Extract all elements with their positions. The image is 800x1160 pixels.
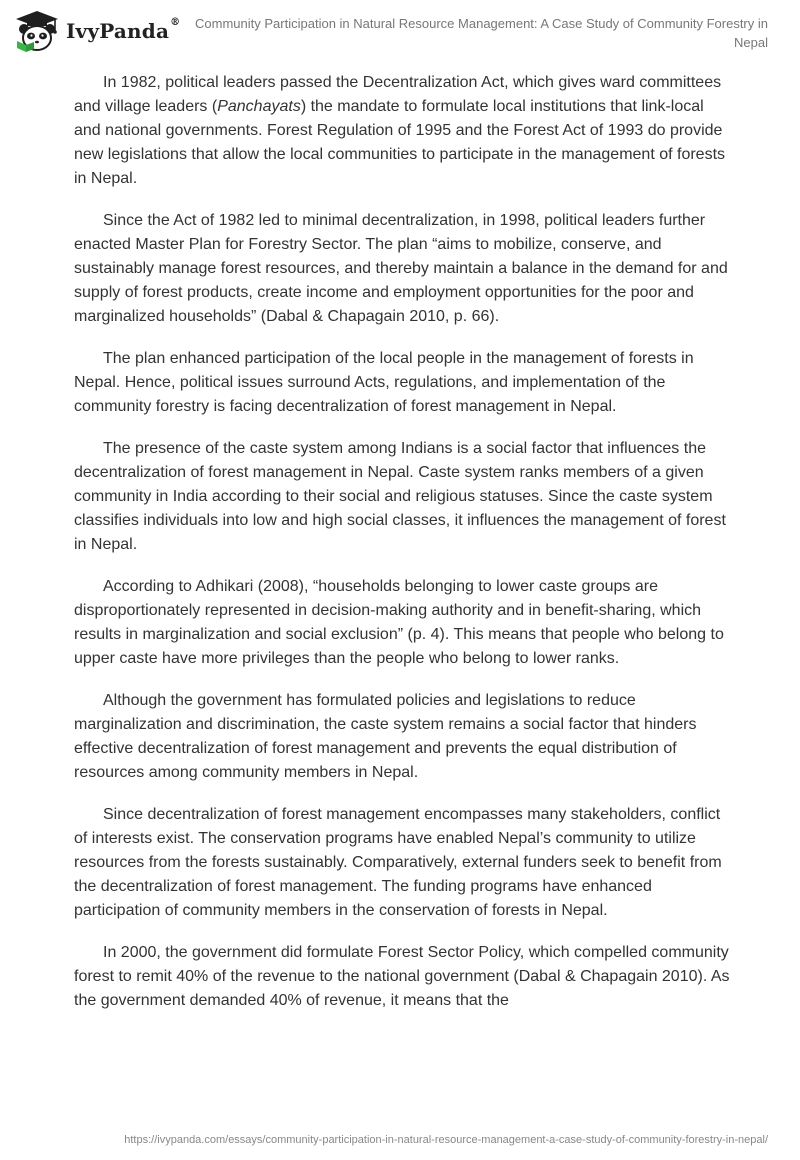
logo-text: IvyPanda xyxy=(66,19,170,43)
document-title: Community Participation in Natural Resource Management: A Case Study of Community Forestry in Nepal xyxy=(195,16,768,50)
paragraph: Since decentralization of forest management encompasses many stakeholders, conflict of interests exist. The conservation programs have enabled Nepal’s community to utilize resources from the forests sustainably. Comparatively, external funders seek to benefit from the decentralization of forest management. The funding programs have enhanced participation of community members in the conservation of forests in Nepal. xyxy=(74,806,722,919)
paragraph: Since the Act of 1982 led to minimal decentralization, in 1998, political leaders further enacted Master Plan for Forestry Sector. The plan “aims to mobilize, conserve, and sustainably manage forest resources, and thereby maintain a balance in the demand for and supply of forest products, create income and employment opportunities for the poor and marginalized households” (Dabal & Chapagain 2010, p. 66). xyxy=(74,212,728,325)
paragraph-text: In 1982, political leaders passed the Decentralization Act, which gives ward committees and village leaders ( xyxy=(74,74,722,115)
page-header xyxy=(0,0,800,60)
italic-term: Panchayats xyxy=(217,98,301,115)
paragraph: The presence of the caste system among Indians is a social factor that influences the decentralization of forest management in Nepal. Caste system ranks members of a given community in India according to their social and religious statuses. Since the caste system classifies individuals into low and high social classes, it influences the management of forest in Nepal. xyxy=(74,440,726,553)
source-url[interactable]: https://ivypanda.com/essays/community-participation-in-natural-resource-management-a-case-study-of-community-forestry-in-nepal/ xyxy=(124,1134,768,1146)
paragraph xyxy=(74,71,734,191)
registered-mark: ® xyxy=(170,17,181,28)
paragraph: In 2000, the government did formulate Forest Sector Policy, which compelled community forest to remit 40% of the revenue to the national government (Dabal & Chapagain 2010). As the government demanded 40% of revenue, it means that the xyxy=(74,944,730,1009)
paragraph: Although the government has formulated policies and legislations to reduce marginalization and discrimination, the caste system remains a social factor that hinders effective decentralization of forest management and prevents the equal distribution of resources among community members in Nepal. xyxy=(74,692,697,781)
paragraph: According to Adhikari (2008), “households belonging to lower caste groups are disproportionately represented in decision-making authority and in benefit-sharing, which results in marginalization and social exclusion” (p. 4). This means that people who belong to upper caste have more privileges than the people who belong to lower ranks. xyxy=(74,578,724,667)
essay-body xyxy=(74,71,734,1031)
paragraph-text: ) the mandate to formulate local institutions that link-local and national governments. Forest Regulation of 1995 and the Forest Act of 1993 do provide new legislations that allow the local communities to participate in the management of forests in Nepal. xyxy=(74,98,726,187)
logo-wordmark xyxy=(66,19,180,43)
paragraph: The plan enhanced participation of the local people in the management of forests in Nepal. Hence, political issues surround Acts, regulations, and implementation of the community forestry is facing decentralization of forest management in Nepal. xyxy=(74,350,694,415)
panda-graduate-icon xyxy=(14,9,60,53)
ivypanda-logo[interactable] xyxy=(14,9,180,53)
